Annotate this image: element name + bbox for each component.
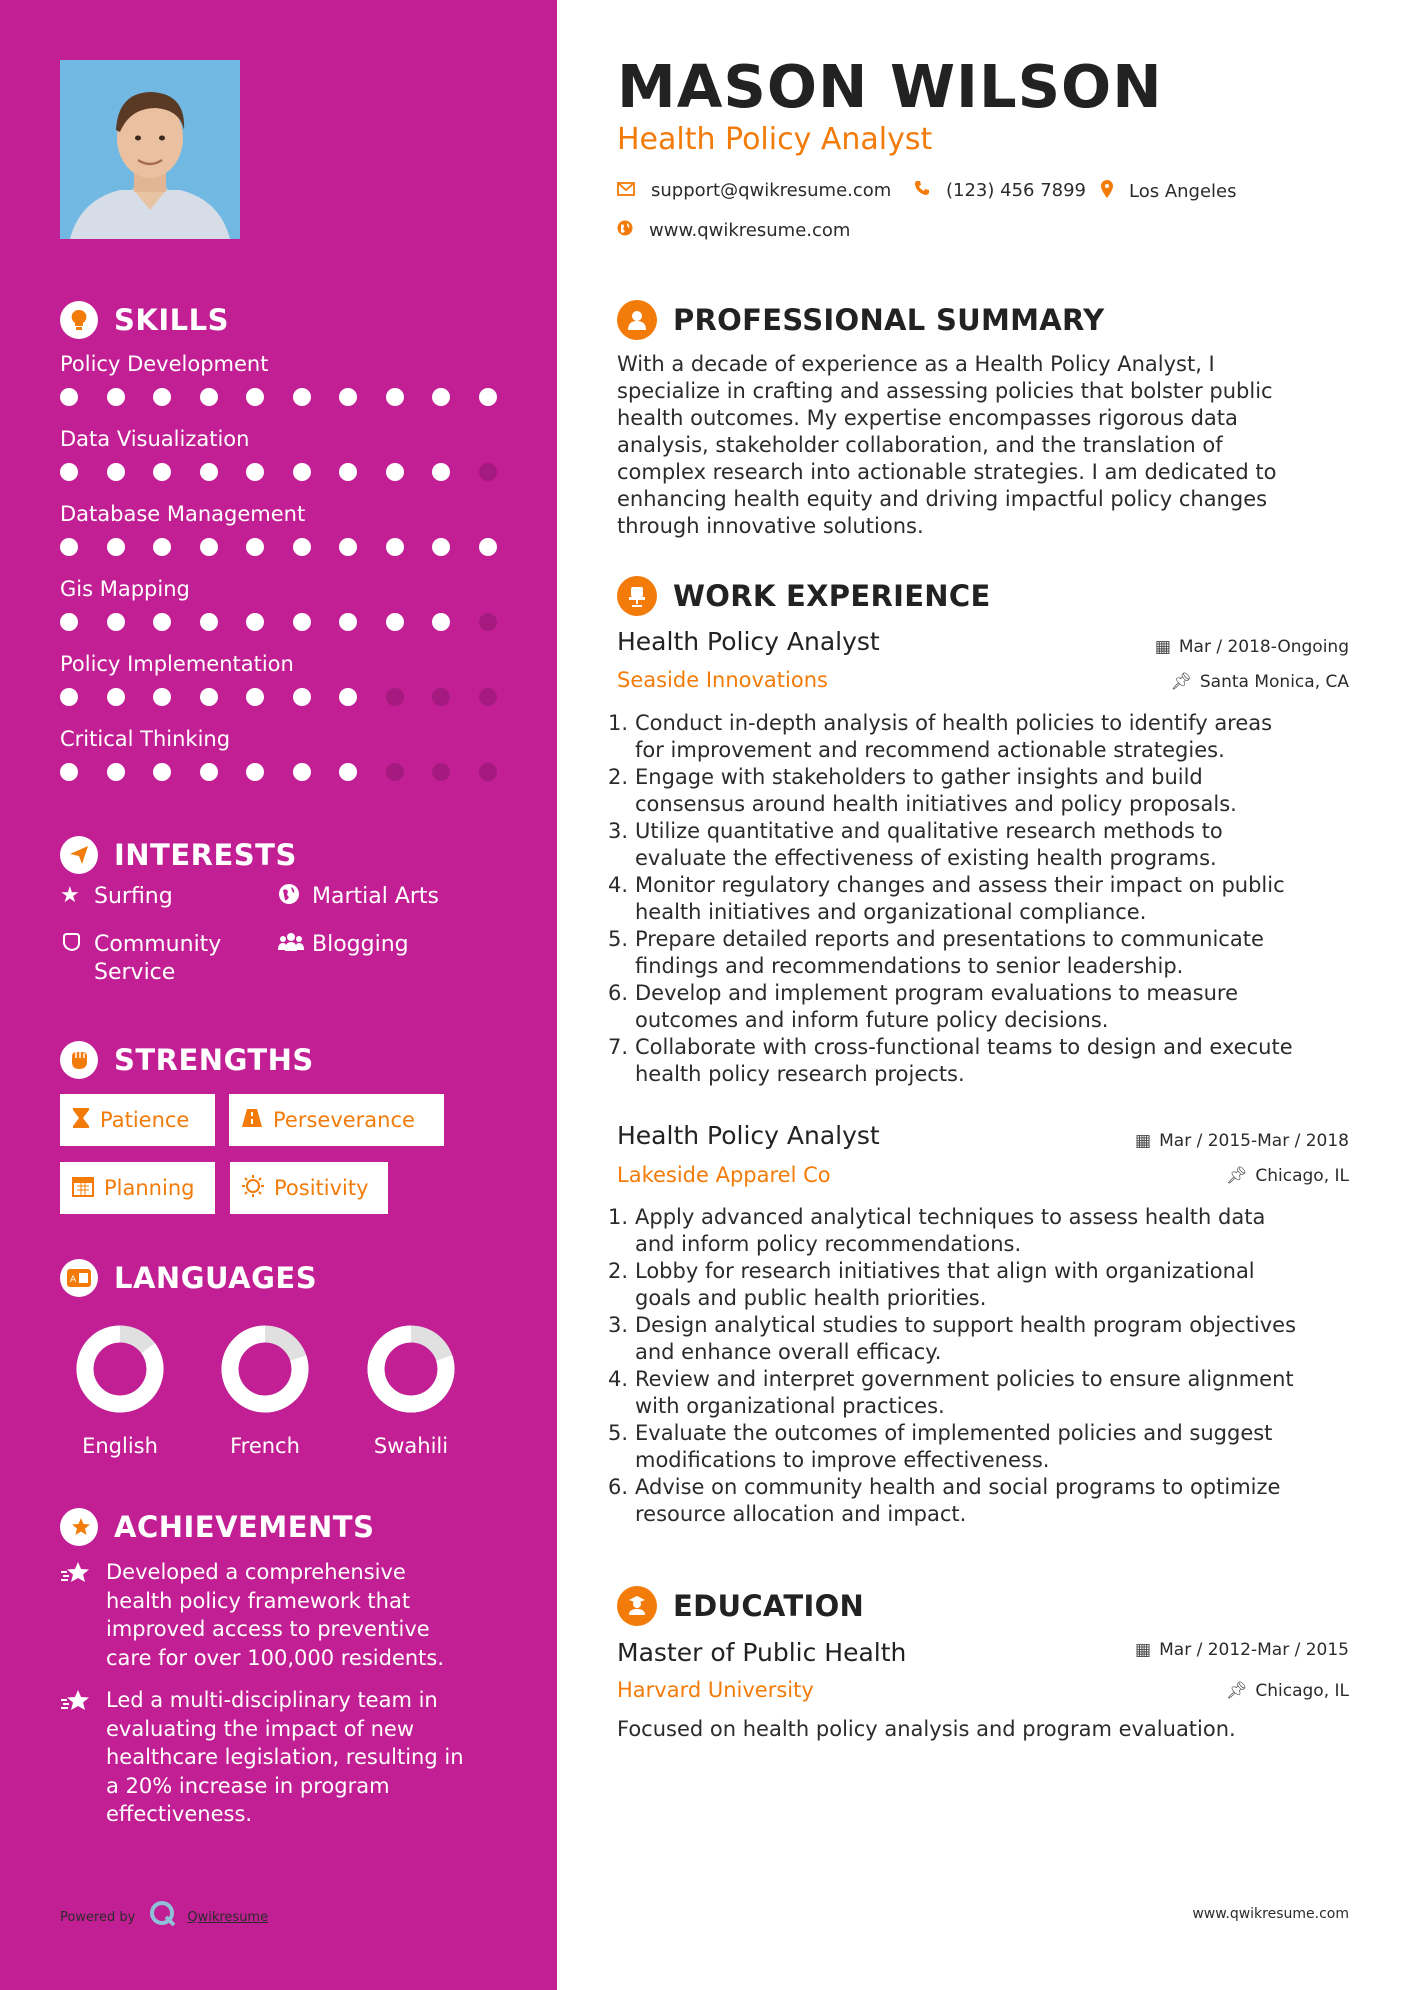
job-responsibilities: [608, 710, 1358, 1088]
education-dates: ▦ Mar / 2012-Mar / 2015: [1135, 1640, 1349, 1660]
list-text: Review and interpret government policies to ensure alignment with organizational practices.: [635, 1367, 1294, 1418]
rating-dot: [200, 688, 218, 706]
sidebar: [0, 0, 557, 1990]
rating-dot: [432, 463, 450, 481]
rating-dot: [339, 538, 357, 556]
education-heading: EDUCATION: [617, 1586, 864, 1626]
education-school: Harvard University: [617, 1678, 814, 1702]
list-item: [608, 980, 1358, 1034]
rating-dot: [107, 688, 125, 706]
phone-icon: [914, 180, 930, 201]
rating-dot: [246, 463, 264, 481]
experience-heading: WORK EXPERIENCE: [617, 576, 991, 616]
skill-rating: [60, 763, 497, 781]
skill-row: [60, 427, 500, 481]
calendar-icon: [72, 1175, 94, 1202]
list-number: 3.: [608, 1313, 629, 1337]
rating-dot: [339, 463, 357, 481]
skill-row: [60, 727, 500, 781]
list-text: Develop and implement program evaluations to measure outcomes and inform future policy decisions.: [635, 981, 1239, 1032]
user-icon: [617, 300, 657, 340]
rating-dot: [246, 688, 264, 706]
skill-name: Data Visualization: [60, 427, 250, 451]
list-item: [608, 872, 1358, 926]
lightbulb-icon: [60, 301, 98, 339]
strengths-heading: STRENGTHS: [60, 1041, 314, 1079]
rating-dot: [432, 763, 450, 781]
contact-location: Los Angeles: [1101, 180, 1237, 203]
office-chair-icon: [617, 576, 657, 616]
rating-dot: [246, 388, 264, 406]
rating-dot: [339, 763, 357, 781]
interest-surfing: ★ Surfing: [60, 883, 173, 909]
job-dates: ▦ Mar / 2015-Mar / 2018: [1135, 1131, 1349, 1151]
rating-dot: [200, 538, 218, 556]
skill-rating: [60, 388, 497, 406]
skill-row: [60, 502, 500, 556]
contact-email: [617, 180, 891, 201]
list-text: Prepare detailed reports and presentations to communicate findings and recommendations to senior leadership.: [635, 927, 1264, 978]
rating-dot: [107, 763, 125, 781]
list-item: [608, 1366, 1358, 1420]
job-location: 📌︎ Chicago, IL: [1225, 1166, 1349, 1186]
graduation-icon: [617, 1586, 657, 1626]
rating-dot: [339, 688, 357, 706]
star-icon: ★: [60, 883, 80, 908]
skills-heading: SKILLS: [60, 301, 229, 339]
rating-dot: [60, 538, 78, 556]
list-text: Monitor regulatory changes and assess their impact on public health initiatives and organizational compliance.: [635, 873, 1285, 924]
list-number: 7.: [608, 1035, 629, 1059]
rating-dot: [386, 463, 404, 481]
rating-dot: [386, 538, 404, 556]
language-french: French: [210, 1324, 320, 1458]
calendar-icon: ▦: [1135, 1640, 1152, 1660]
job-responsibilities: [608, 1204, 1358, 1528]
summary-heading: PROFESSIONAL SUMMARY: [617, 300, 1104, 340]
rating-dot: [432, 688, 450, 706]
achievements-heading: ACHIEVEMENTS: [60, 1508, 374, 1546]
rating-dot: [200, 388, 218, 406]
rating-dot: [479, 388, 497, 406]
skill-row: [60, 577, 500, 631]
contact-phone: (123) 456 7899: [914, 180, 1086, 201]
strength-patience: Patience: [60, 1094, 215, 1146]
list-text: Collaborate with cross-functional teams to design and execute health policy research projects.: [635, 1035, 1293, 1086]
rating-dot: [153, 763, 171, 781]
list-item: [608, 710, 1358, 764]
skill-rating: [60, 688, 497, 706]
rating-dot: [386, 763, 404, 781]
rating-dot: [153, 613, 171, 631]
globe-icon: [278, 883, 312, 911]
language-icon: [60, 1259, 98, 1297]
rating-dot: [60, 688, 78, 706]
list-text: Apply advanced analytical techniques to assess health data and inform policy recommendations.: [635, 1205, 1266, 1256]
rating-dot: [246, 763, 264, 781]
skill-name: Policy Development: [60, 352, 269, 376]
skill-row: [60, 652, 500, 706]
education-description: Focused on health policy analysis and program evaluation.: [617, 1717, 1236, 1741]
list-number: 5.: [608, 927, 629, 951]
hand-icon: [60, 931, 94, 959]
list-text: Lobby for research initiatives that align with organizational goals and public health priorities.: [635, 1259, 1255, 1310]
rating-dot: [107, 538, 125, 556]
candidate-name: MASON WILSON: [617, 52, 1163, 121]
rating-dot: [339, 613, 357, 631]
profile-photo: [60, 60, 240, 239]
rating-dot: [293, 688, 311, 706]
rating-dot: [479, 463, 497, 481]
rating-dot: [432, 538, 450, 556]
calendar-icon: ▦: [1135, 1131, 1152, 1151]
rating-dot: [479, 688, 497, 706]
qwikresume-link[interactable]: Qwikresume: [187, 1910, 269, 1925]
list-text: Conduct in-depth analysis of health policies to identify areas for improvement and recommend actionable strategies.: [635, 711, 1273, 762]
rating-dot: [293, 388, 311, 406]
road-icon: [241, 1108, 263, 1133]
list-number: 5.: [608, 1421, 629, 1445]
job-company: Seaside Innovations: [617, 668, 828, 692]
list-item: [608, 818, 1358, 872]
list-item: [608, 1474, 1358, 1528]
skill-name: Gis Mapping: [60, 577, 190, 601]
list-number: 4.: [608, 1367, 629, 1391]
language-english: English: [65, 1324, 175, 1458]
list-text: Engage with stakeholders to gather insights and build consensus around health initiatives and policy proposals.: [635, 765, 1237, 816]
rating-dot: [479, 538, 497, 556]
rating-dot: [200, 463, 218, 481]
envelope-icon: [617, 181, 635, 201]
language-swahili: Swahili: [356, 1324, 466, 1458]
rating-dot: [339, 388, 357, 406]
rating-dot: [200, 763, 218, 781]
pushpin-icon: 📌︎: [1170, 672, 1192, 692]
list-text: Evaluate the outcomes of implemented policies and suggest modifications to improve effectiveness.: [635, 1421, 1273, 1472]
rating-dot: [60, 463, 78, 481]
list-number: 2.: [608, 1259, 629, 1283]
rating-dot: [246, 613, 264, 631]
email-link[interactable]: support@qwikresume.com: [651, 180, 892, 201]
rating-dot: [293, 613, 311, 631]
skill-rating: [60, 538, 497, 556]
skill-name: Critical Thinking: [60, 727, 231, 751]
education-degree: Master of Public Health: [617, 1638, 907, 1667]
hourglass-icon: [72, 1107, 90, 1134]
rating-dot: [293, 538, 311, 556]
rating-dot: [60, 388, 78, 406]
rating-dot: [386, 613, 404, 631]
rating-dot: [107, 388, 125, 406]
pushpin-icon: 📌︎: [1225, 1166, 1248, 1186]
interest-blogging: Blogging: [278, 931, 409, 959]
powered-by: Powered by Qwikresume: [60, 1900, 268, 1935]
footer-url[interactable]: www.qwikresume.com: [1192, 1906, 1349, 1922]
rating-dot: [107, 463, 125, 481]
language-french-gauge: [220, 1324, 310, 1414]
list-item: [608, 1204, 1358, 1258]
website-link[interactable]: www.qwikresume.com: [649, 220, 851, 241]
rating-dot: [246, 538, 264, 556]
skill-rating: [60, 463, 497, 481]
calendar-icon: ▦: [1154, 637, 1171, 657]
rating-dot: [153, 388, 171, 406]
qwikresume-logo-icon: [149, 1900, 177, 1935]
candidate-title: Health Policy Analyst: [617, 122, 933, 157]
job-company: Lakeside Apparel Co: [617, 1163, 831, 1187]
language-swahili-gauge: [366, 1324, 456, 1414]
rating-dot: [153, 538, 171, 556]
shooting-star-icon: [60, 1686, 106, 1829]
list-item: [608, 1312, 1358, 1366]
shooting-star-icon: [60, 1508, 98, 1546]
svg-text:A: A: [70, 1275, 77, 1285]
sun-icon: [242, 1175, 264, 1202]
rating-dot: [200, 613, 218, 631]
rating-dot: [293, 763, 311, 781]
achievement-item: [60, 1558, 500, 1672]
rating-dot: [479, 763, 497, 781]
language-english-gauge: [75, 1324, 165, 1414]
achievement-text: Led a multi-disciplinary team in evaluating the impact of new healthcare legislation, resulting in a 20% increase in program effectiveness.: [106, 1688, 464, 1826]
globe-icon: [617, 220, 633, 241]
list-text: Advise on community health and social programs to optimize resource allocation and impact.: [635, 1475, 1281, 1526]
list-number: 1.: [608, 1205, 629, 1229]
interest-community-service: Community Service: [60, 931, 221, 987]
contact-website: [617, 220, 850, 241]
rating-dot: [153, 463, 171, 481]
rating-dot: [153, 688, 171, 706]
achievement-item: [60, 1686, 500, 1829]
skill-name: Database Management: [60, 502, 306, 526]
list-item: [608, 1420, 1358, 1474]
list-item: [608, 1258, 1358, 1312]
rating-dot: [479, 613, 497, 631]
rating-dot: [293, 463, 311, 481]
list-item: [608, 1034, 1358, 1088]
list-item: [608, 926, 1358, 980]
strength-positivity: Positivity: [230, 1162, 388, 1214]
rating-dot: [386, 688, 404, 706]
strength-planning: Planning: [60, 1162, 215, 1214]
list-number: 1.: [608, 711, 629, 735]
strength-perseverance: Perseverance: [229, 1094, 444, 1146]
languages-heading: A LANGUAGES: [60, 1259, 317, 1297]
rating-dot: [60, 613, 78, 631]
rating-dot: [60, 763, 78, 781]
job-dates: ▦ Mar / 2018-Ongoing: [1154, 637, 1349, 657]
list-item: [608, 764, 1358, 818]
list-number: 6.: [608, 1475, 629, 1499]
list-text: Design analytical studies to support health program objectives and enhance overall efficacy.: [635, 1313, 1297, 1364]
rating-dot: [432, 388, 450, 406]
skill-name: Policy Implementation: [60, 652, 294, 676]
shooting-star-icon: [60, 1558, 106, 1672]
skill-row: [60, 352, 500, 406]
list-number: 4.: [608, 873, 629, 897]
achievement-text: Developed a comprehensive health policy framework that improved access to preventive care for over 100,000 residents.: [106, 1560, 445, 1670]
list-number: 6.: [608, 981, 629, 1005]
education-location: 📌︎ Chicago, IL: [1225, 1681, 1349, 1701]
paper-plane-icon: [60, 836, 98, 874]
summary-text: With a decade of experience as a Health Policy Analyst, I specialize in crafting and assessing policies that bolster public health outcomes. My expertise encompasses rigorous data analysis, stakeholder collaboration, and the translation of complex research into actionable strategies. I am dedicated to enhancing health equity and driving impactful policy changes through innovative solutions.: [617, 352, 1277, 538]
job-role: Health Policy Analyst: [617, 1121, 880, 1150]
rating-dot: [386, 388, 404, 406]
fist-icon: [60, 1041, 98, 1079]
skill-rating: [60, 613, 497, 631]
rating-dot: [432, 613, 450, 631]
map-pin-icon: [1101, 180, 1113, 203]
pushpin-icon: 📌︎: [1225, 1681, 1248, 1701]
list-text: Utilize quantitative and qualitative research methods to evaluate the effectiveness of existing health programs.: [635, 819, 1223, 870]
rating-dot: [107, 613, 125, 631]
list-number: 3.: [608, 819, 629, 843]
job-role: Health Policy Analyst: [617, 627, 880, 656]
list-number: 2.: [608, 765, 629, 789]
interests-heading: INTERESTS: [60, 836, 297, 874]
job-location: 📌︎ Santa Monica, CA: [1170, 672, 1349, 692]
users-icon: [278, 931, 312, 959]
interest-martial-arts: Martial Arts: [278, 883, 439, 911]
